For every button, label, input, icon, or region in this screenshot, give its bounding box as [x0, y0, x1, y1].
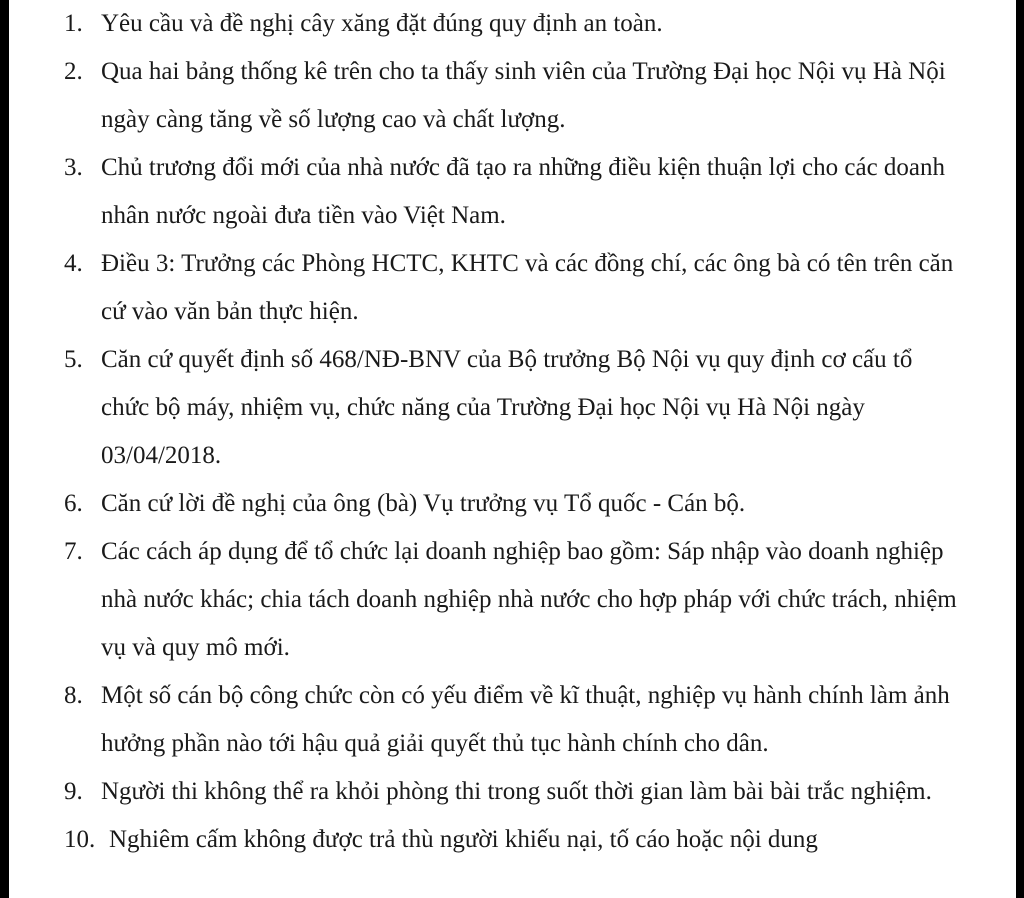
list-item: [64, 336, 964, 480]
list-item: [64, 672, 964, 768]
list-item-number: 8.: [64, 682, 83, 709]
list-item: [64, 0, 964, 48]
list-item-text: Nghiêm cấm không được trả thù người khiếu nại, tố cáo hoặc nội dung: [109, 826, 818, 853]
list-item-number: 7.: [64, 538, 83, 565]
right-dark-border: [1016, 0, 1024, 898]
list-item-text: Các cách áp dụng để tổ chức lại doanh nghiệp bao gồm: Sáp nhập vào doanh nghiệp nhà nước khác; chia tách doanh nghiệp nhà nước cho hợp pháp với chức trách, nhiệm vụ và quy mô mới.: [101, 538, 957, 661]
list-item: [64, 816, 964, 864]
list-item-number: 6.: [64, 490, 83, 517]
list-item-number: 4.: [64, 250, 83, 277]
list-item-text: Người thi không thể ra khỏi phòng thi trong suốt thời gian làm bài bài trắc nghiệm.: [101, 778, 932, 805]
list-item-text: Yêu cầu và đề nghị cây xăng đặt đúng quy định an toàn.: [101, 10, 663, 37]
list-item: [64, 48, 964, 144]
list-item-number: 5.: [64, 346, 83, 373]
document-page: [9, 0, 1016, 898]
left-dark-border: [0, 0, 9, 898]
list-item-text: Qua hai bảng thống kê trên cho ta thấy sinh viên của Trường Đại học Nội vụ Hà Nội ngày càng tăng về số lượng cao và chất lượng.: [101, 58, 946, 133]
list-item-number: 1.: [64, 10, 83, 37]
list-item: [64, 768, 964, 816]
list-item-text: Căn cứ quyết định số 468/NĐ-BNV của Bộ trưởng Bộ Nội vụ quy định cơ cấu tổ chức bộ máy, nhiệm vụ, chức năng của Trường Đại học Nội vụ Hà Nội ngày 03/04/2018.: [101, 346, 913, 469]
numbered-list: [64, 0, 964, 864]
list-item: [64, 240, 964, 336]
list-item-number: 3.: [64, 154, 83, 181]
list-item: [64, 528, 964, 672]
list-item-number: 10.: [64, 826, 96, 853]
list-item: [64, 480, 964, 528]
list-item: [64, 144, 964, 240]
list-item-text: Căn cứ lời đề nghị của ông (bà) Vụ trưởng vụ Tổ quốc - Cán bộ.: [101, 490, 746, 517]
list-item-text: Một số cán bộ công chức còn có yếu điểm về kĩ thuật, nghiệp vụ hành chính làm ảnh hưởng phần nào tới hậu quả giải quyết thủ tục hành chính cho dân.: [101, 682, 950, 757]
list-item-text: Chủ trương đổi mới của nhà nước đã tạo ra những điều kiện thuận lợi cho các doanh nhân nước ngoài đưa tiền vào Việt Nam.: [101, 154, 946, 229]
list-item-number: 9.: [64, 778, 83, 805]
list-item-number: 2.: [64, 58, 83, 85]
list-item-text: Điều 3: Trưởng các Phòng HCTC, KHTC và các đồng chí, các ông bà có tên trên căn cứ vào văn bản thực hiện.: [101, 250, 954, 325]
